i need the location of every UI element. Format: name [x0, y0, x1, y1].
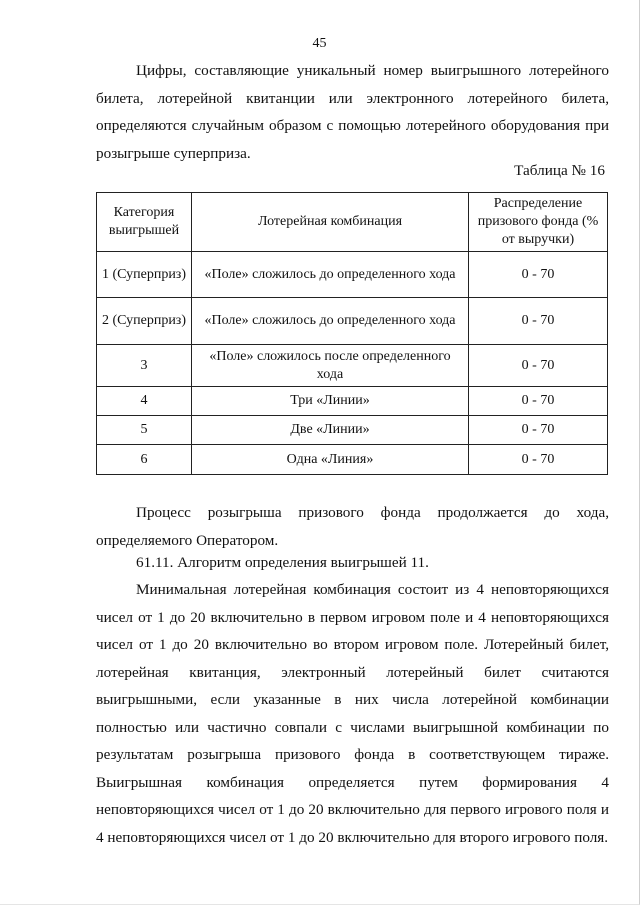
cell-category: 1 (Суперприз) — [97, 252, 192, 298]
table-row — [97, 298, 608, 345]
process-paragraph: Процесс розыгрыша призового фонда продолжается до хода, определяемого Оператором. — [96, 504, 609, 549]
cell-category: 6 — [97, 445, 192, 475]
cell-category: 4 — [97, 387, 192, 416]
cell-combination: «Поле» сложилось до определенного хода — [192, 252, 469, 298]
cell-combination: «Поле» сложилось до определенного хода — [192, 298, 469, 345]
header-combination: Лотерейная комбинация — [192, 193, 469, 252]
cell-distribution: 0 - 70 — [469, 345, 608, 387]
cell-category: 2 (Суперприз) — [97, 298, 192, 345]
page-number: 45 — [312, 36, 327, 51]
cell-combination: Три «Линии» — [192, 387, 469, 416]
cell-category: 3 — [97, 345, 192, 387]
table-caption: Таблица № 16 — [514, 162, 605, 179]
cell-combination: Одна «Линия» — [192, 445, 469, 475]
table-row — [97, 252, 608, 298]
cell-distribution: 0 - 70 — [469, 298, 608, 345]
cell-distribution: 0 - 70 — [469, 416, 608, 445]
header-distribution: Распределение призового фонда (% от выручки) — [469, 193, 608, 252]
table-row — [97, 416, 608, 445]
cell-distribution: 0 - 70 — [469, 252, 608, 298]
table-row — [97, 445, 608, 475]
table-row — [97, 387, 608, 416]
prize-table — [96, 192, 608, 475]
cell-distribution: 0 - 70 — [469, 445, 608, 475]
intro-paragraph: Цифры, составляющие уникальный номер выигрышного лотерейного билета, лотерейной квитанции или электронного лотерейного билета, определяются случайным образом с помощью лотерейного оборудования при розыгрыше суперприза. — [96, 62, 609, 162]
cell-combination: «Поле» сложилось после определенного хода — [192, 345, 469, 387]
section-heading: 61.11. Алгоритм определения выигрышей 11. — [136, 554, 429, 571]
cell-distribution: 0 - 70 — [469, 387, 608, 416]
cell-category: 5 — [97, 416, 192, 445]
table-header-row — [97, 193, 608, 252]
algorithm-paragraph: Минимальная лотерейная комбинация состоит из 4 неповторяющихся чисел от 1 до 20 включительно в первом игровом поле и 4 неповторяющихся чисел от 1 до 20 включительно во втором игровом поле. Лотерейный билет, лотерейная квитанция, электронный лотерейный билет считаются выигрышными, если указанные в них числа лотерейной комбинации полностью или частично совпали с числами выигрышной комбинации по результатам розыгрыша призового фонда в соответствующем тираже. Выигрышная комбинация определяется путем формирования 4 неповторяющихся чисел от 1 до 20 включительно для первого игрового поля и 4 неповторяющихся чисел от 1 до 20 включительно для второго игрового поля. — [96, 581, 609, 846]
table-row — [97, 345, 608, 387]
cell-combination: Две «Линии» — [192, 416, 469, 445]
header-category: Категория выигрышей — [97, 193, 192, 252]
